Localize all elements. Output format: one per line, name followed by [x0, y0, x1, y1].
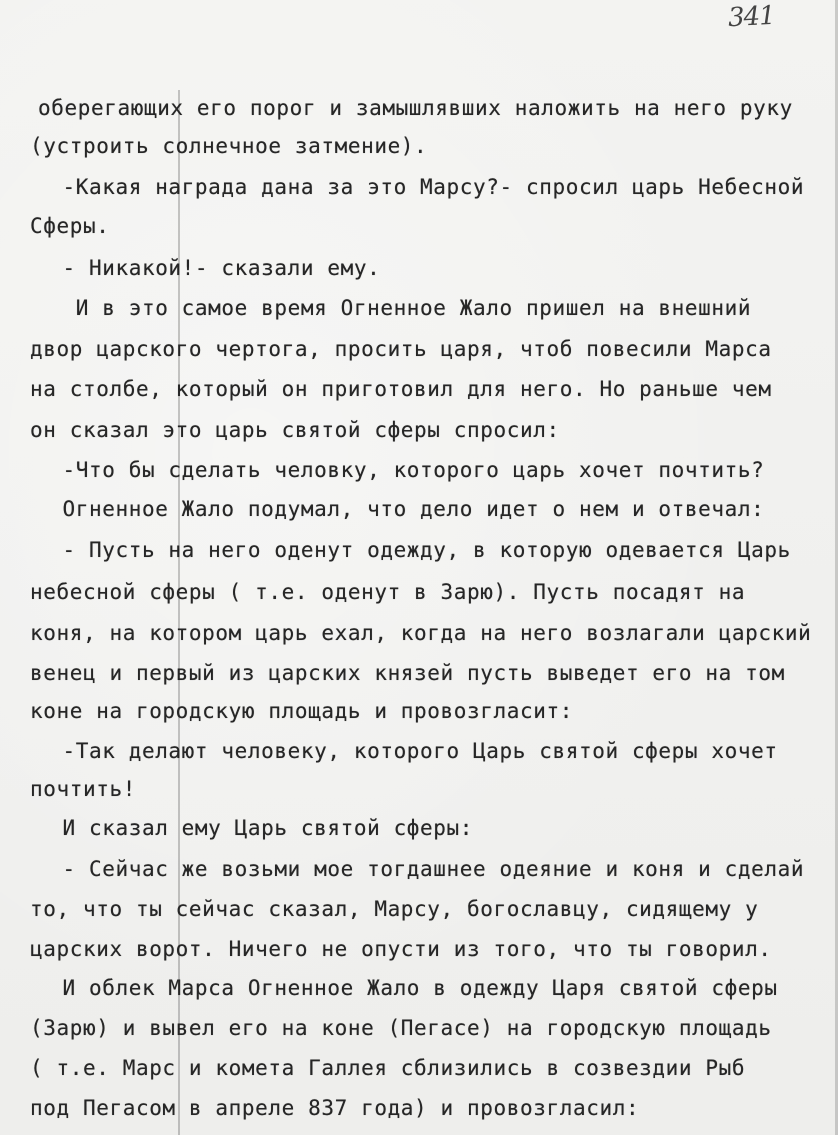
handwritten-page-number: 341: [727, 0, 776, 34]
text-line: - Никакой!- сказали ему.: [36, 256, 381, 280]
text-line: коне на городскую площадь и провозгласит:: [30, 699, 573, 723]
text-line: Огненное Жало подумал, что дело идет о нем и отвечал:: [36, 497, 765, 521]
text-line: небесной сферы ( т.е. оденут в Зарю). Пусть посадят на: [30, 580, 746, 604]
text-line: И сказал ему Царь святой сферы:: [36, 816, 474, 840]
text-line: коня, на котором царь ехал, когда на него возлагали царский: [30, 621, 812, 645]
text-line: двор царского чертога, просить царя, чтоб повесили Марса: [30, 337, 772, 361]
text-line: -Так делают человеку, которого Царь святой сферы хочет: [36, 739, 778, 763]
text-line: на столбе, который он приготовил для него. Но раньше чем: [30, 377, 772, 401]
text-line: - Сейчас же возьми мое тогдашнее одеяние и коня и сделай: [36, 857, 805, 881]
text-line: - Пусть на него оденут одежду, в которую одевается Царь: [36, 538, 791, 562]
text-line: И в это самое время Огненное Жало пришел на внешний: [36, 296, 752, 320]
text-line: то, что ты сейчас сказал, Марсу, богославцу, сидящему у: [30, 897, 759, 921]
text-line: И облек Марса Огненное Жало в одежду Царя святой сферы: [36, 976, 778, 1000]
text-line: венец и первый из царских князей пусть выведет его на том: [30, 661, 785, 685]
text-line: почтить!: [30, 777, 136, 801]
text-line: оберегающих его порог и замышлявших наложить на него руку: [38, 96, 793, 120]
text-line: Сферы.: [30, 214, 110, 238]
text-line: -Что бы сделать человку, которого царь хочет почтить?: [36, 458, 765, 482]
text-line: -Какая награда дана за это Марсу?- спросил царь Небесной: [36, 175, 805, 199]
text-line: (устроить солнечное затмение).: [30, 134, 428, 158]
text-line: под Пегасом в апреле 837 года) и провозгласил:: [30, 1096, 640, 1120]
text-line: он сказал это царь святой сферы спросил:: [30, 418, 560, 442]
text-line: ( т.е. Марс и комета Галлея сблизились в созвездии Рыб: [30, 1056, 746, 1080]
text-line: (Зарю) и вывел его на коне (Пегасе) на городскую площадь: [30, 1016, 772, 1040]
text-line: царских ворот. Ничего не опусти из того, что ты говорил.: [30, 937, 772, 961]
